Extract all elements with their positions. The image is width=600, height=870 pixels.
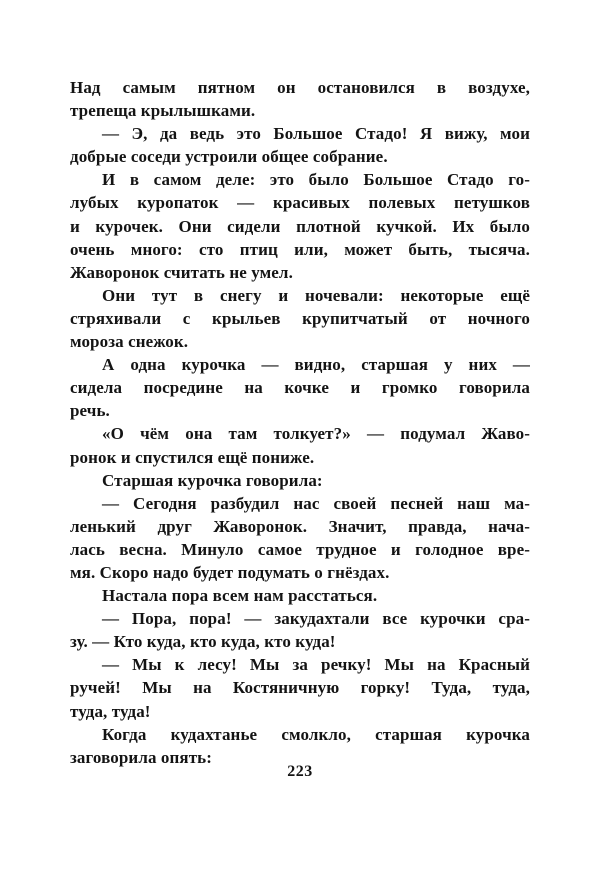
text-line: И в самом деле: это было Большое Стадо го- [102,170,530,190]
page-number: 223 [287,763,313,780]
text-line: Жаворонок считать не умел. [70,262,293,282]
text-line: Они тут в снегу и ночевали: некоторые ещё [102,285,530,305]
text-line: туда, туда! [70,701,151,721]
text-line: и курочек. Они сидели плотной кучкой. Их было [70,216,530,236]
text-line: — Э, да ведь это Большое Стадо! Я вижу, мои [102,124,530,144]
text-line: ронок и спустился ещё пониже. [70,447,315,467]
text-line: лубых куропаток — красивых полевых петушков [70,193,530,213]
text-line: добрые соседи устроили общее собрание. [70,147,388,167]
text-line: Когда кудахтанье смолкло, старшая курочка [102,724,530,744]
text-line: зу. — Кто куда, кто куда, кто куда! [70,632,336,652]
text-line: А одна курочка — видно, старшая у них — [102,355,530,375]
text-line: мороза снежок. [70,332,189,352]
text-line: «О чём она там толкует?» — подумал Жаво- [102,424,530,444]
text-line: мя. Скоро надо будет подумать о гнёздах. [70,562,390,582]
text-line: заговорила опять: [70,747,212,767]
text-line: Старшая курочка говорила: [102,470,323,490]
text-line: стряхивали с крыльев крупитчатый от ночного [70,308,530,328]
text-line: Настала пора всем нам расстаться. [102,586,378,606]
text-line: — Сегодня разбудил нас своей песней наш ма- [102,493,530,513]
text-line: очень много: сто птиц или, может быть, тысяча. [70,239,530,259]
text-line: лась весна. Минуло самое трудное и голодное вре- [70,539,530,559]
text-line: трепеща крылышками. [70,101,256,121]
text-line: сидела посредине на кочке и громко говорила [70,378,530,398]
text-line: — Мы к лесу! Мы за речку! Мы на Красный [102,655,530,675]
text-line: ленький друг Жаворонок. Значит, правда, нача- [70,516,530,536]
body-text [70,76,530,769]
text-line: Над самым пятном он остановился в воздухе, [70,78,530,97]
text-line: речь. [70,401,110,421]
text-line: — Пора, пора! — закудахтали все курочки сра- [102,609,530,629]
text-line: ручей! Мы на Костяничную горку! Туда, туда, [70,678,530,698]
